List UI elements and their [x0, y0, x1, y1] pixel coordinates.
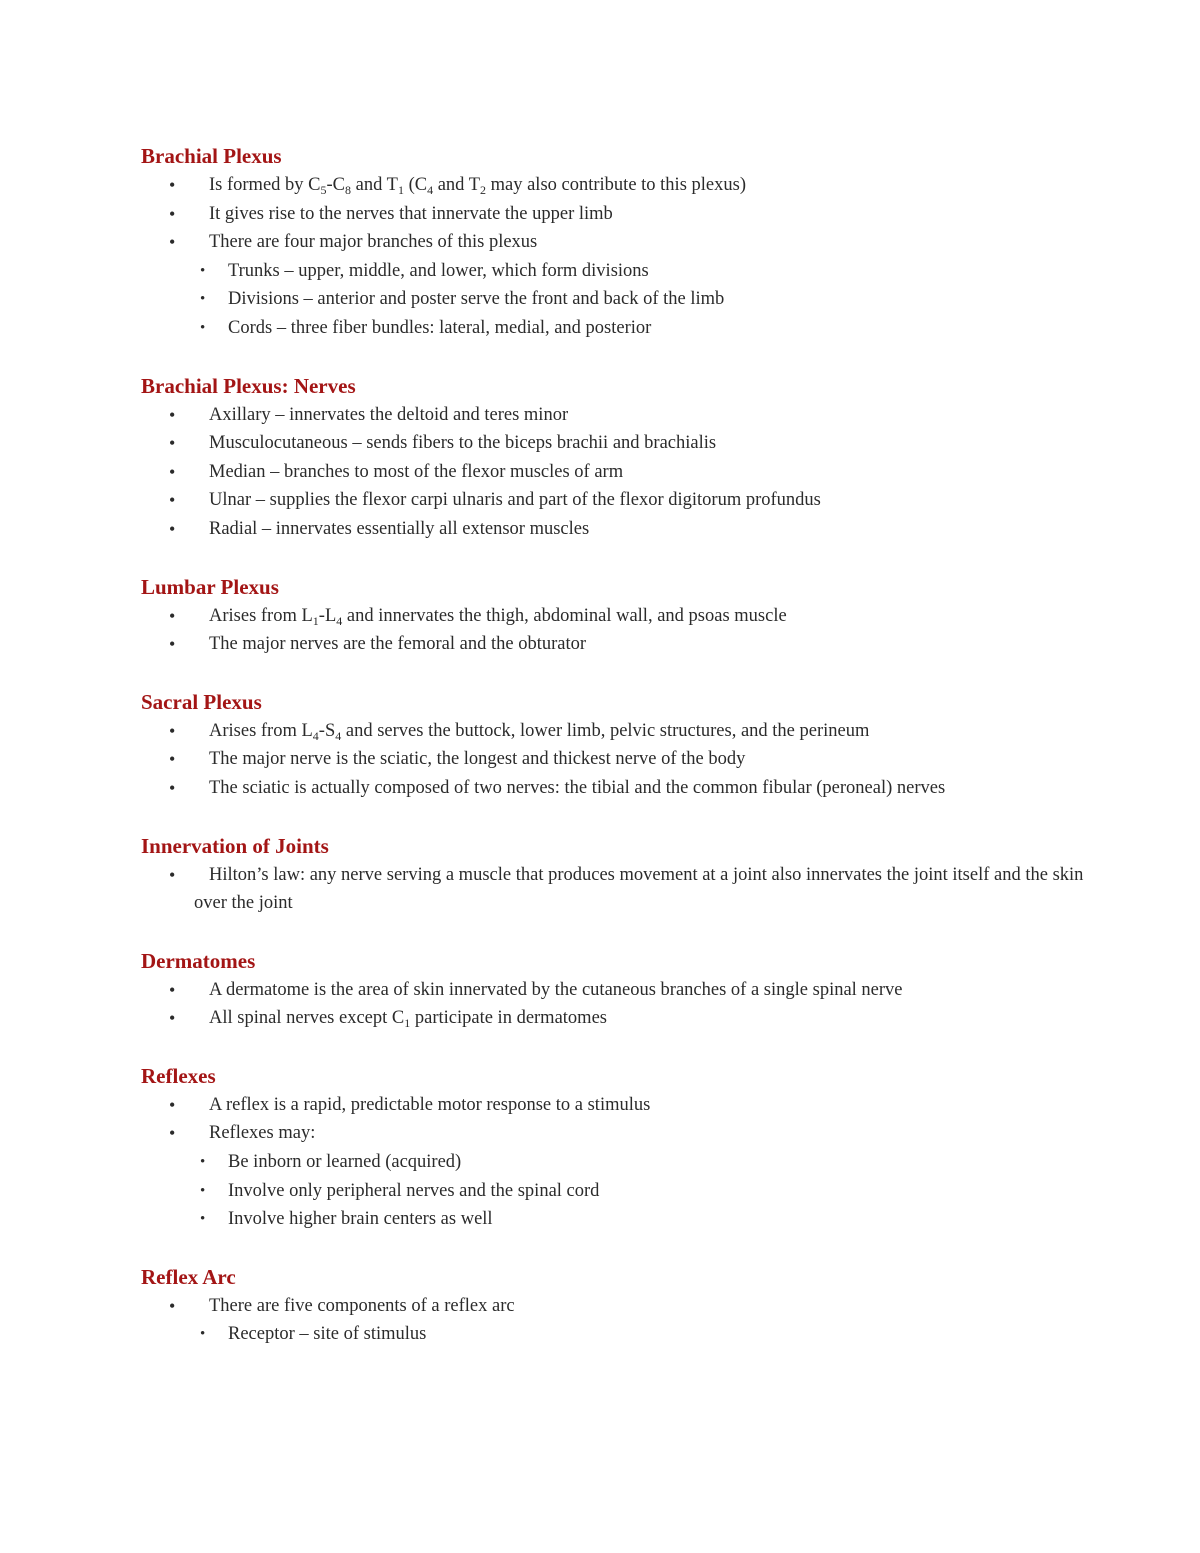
sub-bullet-item [141, 285, 1101, 314]
sub-bullet-text: Involve higher brain centers as well [228, 1209, 493, 1230]
text-run: -C [326, 175, 345, 195]
section-heading: Innervation of Joints [141, 833, 329, 858]
sub-bullet-text: Involve only peripheral nerves and the spinal cord [228, 1180, 600, 1201]
bullet-text: Hilton’s law: any nerve serving a muscle that produces movement at a joint also innervates the joint itself and the skin over the joint [194, 864, 1084, 914]
bullet-text: A reflex is a rapid, predictable motor response to a stimulus [209, 1094, 651, 1115]
bullet-list [141, 717, 1101, 803]
bullet-marker: • [169, 864, 176, 885]
text-run: and innervates the thigh, abdominal wall, and psoas muscle [342, 605, 787, 626]
bullet-item [141, 1119, 1101, 1233]
bullet-text: The major nerves are the femoral and the obturator [209, 634, 587, 655]
bullet-list [141, 1091, 1101, 1234]
bullet-item [141, 745, 1101, 774]
sub-bullet-list [200, 1320, 1101, 1349]
bullet-marker: • [169, 175, 176, 195]
text-run: Is formed by C [209, 175, 321, 195]
bullet-list [141, 1292, 1101, 1349]
bullet-marker: • [169, 518, 176, 539]
section [141, 141, 1101, 343]
bullet-marker: • [169, 461, 176, 482]
bullet-marker: • [169, 1008, 176, 1029]
section [141, 1262, 1101, 1349]
section [141, 371, 1101, 544]
subscript: 1 [312, 613, 319, 628]
text-run: and T [433, 175, 480, 195]
bullet-marker: • [200, 319, 206, 336]
bullet-text: There are five components of a reflex arc [209, 1295, 515, 1316]
bullet-marker: • [169, 1295, 176, 1316]
section-heading: Reflex Arc [141, 1264, 236, 1289]
subscript: 2 [480, 183, 486, 197]
bullet-marker: • [169, 720, 176, 741]
bullet-item [141, 602, 1101, 631]
bullet-text: A dermatome is the area of skin innervated by the cutaneous branches of a single spinal nerve [209, 979, 903, 1000]
sub-bullet-item [141, 1148, 1101, 1177]
sub-bullet-text: Receptor – site of stimulus [228, 1324, 427, 1345]
bullet-text: The sciatic is actually composed of two nerves: the tibial and the common fibular (peroneal) nerves [209, 777, 946, 798]
bullet-marker: • [169, 605, 176, 626]
sub-bullet-text: Be inborn or learned (acquired) [228, 1152, 462, 1173]
subscript: 1 [404, 1016, 411, 1031]
subscript: 4 [312, 728, 319, 743]
bullet-item [141, 401, 1101, 430]
bullet-item [141, 1292, 1101, 1349]
sub-bullet-item [141, 257, 1101, 286]
bullet-item [141, 228, 1101, 342]
bullet-item [141, 630, 1101, 659]
bullet-text: The major nerve is the sciatic, the longest and thickest nerve of the body [209, 749, 746, 770]
text-run: and serves the buttock, lower limb, pelvic structures, and the perineum [341, 720, 870, 741]
subscript: 4 [427, 183, 434, 197]
bullet-text: Radial – innervates essentially all extensor muscles [209, 518, 590, 539]
bullet-marker: • [169, 1123, 176, 1144]
bullet-item [141, 976, 1101, 1005]
bullet-item [141, 200, 1101, 229]
bullet-list [141, 602, 1101, 659]
section-heading: Brachial Plexus: Nerves [141, 373, 356, 398]
bullet-item [141, 774, 1101, 803]
bullet-marker: • [169, 203, 176, 224]
sub-bullet-list [200, 257, 1101, 343]
bullet-marker: • [169, 490, 176, 511]
bullet-marker: • [200, 1211, 206, 1228]
bullet-item [141, 1004, 1101, 1033]
bullet-list [141, 171, 1101, 343]
bullet-list [141, 976, 1101, 1033]
text-run: Arises from L [209, 720, 313, 741]
bullet-list [141, 861, 1101, 918]
bullet-text [209, 721, 869, 741]
bullet-marker: • [169, 404, 176, 425]
bullet-marker: • [200, 1154, 206, 1171]
sub-bullet-text: Cords – three fiber bundles: lateral, medial, and posterior [228, 317, 652, 338]
bullet-marker: • [169, 1094, 176, 1115]
subscript: 1 [397, 183, 404, 197]
bullet-marker: • [169, 777, 176, 798]
bullet-item [141, 486, 1101, 515]
section-heading: Reflexes [141, 1063, 216, 1088]
document-content [141, 141, 1101, 1377]
text-run: -S [318, 720, 336, 741]
bullet-marker: • [169, 979, 176, 1000]
sub-bullet-text: Trunks – upper, middle, and lower, which form divisions [228, 260, 649, 281]
text-run: participate in dermatomes [410, 1008, 607, 1029]
bullet-text: There are four major branches of this plexus [209, 232, 538, 253]
bullet-item [141, 1091, 1101, 1120]
bullet-marker: • [200, 291, 206, 308]
sub-bullet-text: Divisions – anterior and poster serve the front and back of the limb [228, 289, 725, 310]
sub-bullet-list [200, 1148, 1101, 1234]
bullet-marker: • [169, 634, 176, 655]
bullet-text [209, 1008, 607, 1031]
bullet-text: Axillary – innervates the deltoid and teres minor [209, 404, 569, 425]
bullet-text: Median – branches to most of the flexor muscles of arm [209, 461, 624, 482]
bullet-text: It gives rise to the nerves that innervate the upper limb [209, 203, 613, 224]
section [141, 687, 1101, 803]
sub-bullet-item [141, 1320, 1101, 1349]
section-heading: Lumbar Plexus [141, 574, 279, 599]
bullet-text: Musculocutaneous – sends fibers to the biceps brachii and brachialis [209, 433, 717, 454]
subscript: 5 [320, 183, 327, 197]
bullet-text [209, 606, 787, 626]
section [141, 1061, 1101, 1234]
bullet-marker: • [200, 262, 206, 279]
text-run: (C [403, 175, 428, 195]
text-run: may also contribute to this plexus) [486, 175, 746, 195]
bullet-list [141, 401, 1101, 544]
subscript: 4 [335, 728, 342, 743]
section-heading: Sacral Plexus [141, 689, 262, 714]
bullet-text [209, 175, 746, 195]
text-run: and T [351, 175, 398, 195]
bullet-marker: • [169, 749, 176, 770]
bullet-marker: • [169, 433, 176, 454]
subscript: 8 [345, 183, 351, 197]
section-heading: Brachial Plexus [141, 144, 282, 168]
bullet-item [141, 171, 1101, 200]
bullet-item [141, 515, 1101, 544]
bullet-marker: • [169, 232, 176, 253]
text-run: Arises from L [209, 605, 313, 626]
bullet-item [141, 861, 1101, 918]
section-heading: Dermatomes [141, 948, 256, 973]
section [141, 831, 1101, 918]
section [141, 572, 1101, 659]
bullet-item [141, 458, 1101, 487]
bullet-marker: • [200, 1326, 206, 1343]
text-run: All spinal nerves except C [209, 1008, 405, 1029]
bullet-item [141, 429, 1101, 458]
section [141, 946, 1101, 1033]
sub-bullet-item [141, 314, 1101, 343]
sub-bullet-item [141, 1177, 1101, 1206]
subscript: 4 [336, 613, 343, 628]
sub-bullet-item [141, 1205, 1101, 1234]
bullet-marker: • [200, 1182, 206, 1199]
bullet-text: Ulnar – supplies the flexor carpi ulnaris and part of the flexor digitorum profundus [209, 490, 821, 511]
text-run: -L [318, 605, 337, 626]
bullet-item [141, 717, 1101, 746]
bullet-text: Reflexes may: [209, 1123, 316, 1144]
